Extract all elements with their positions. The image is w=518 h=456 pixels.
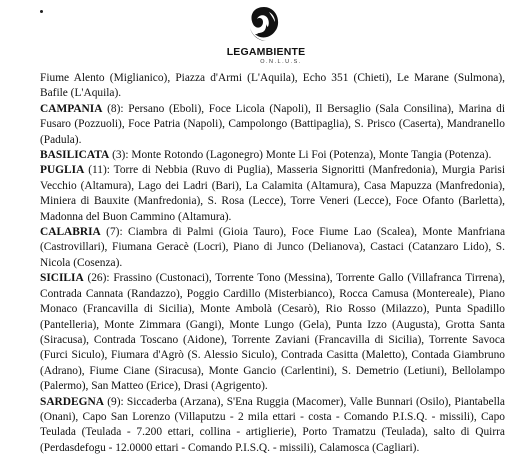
paragraph-calabria (40, 225, 505, 271)
paragraph-sardegna (40, 395, 505, 456)
paragraph-text: Fiume Alento (Miglianico), Piazza d'Armi (L'Aquila), Echo 351 (Chieti), Le Marane (Sulmona), Bafile (L'Aquila). (40, 72, 505, 100)
paragraph-text: (11): Torre di Nebbia (Ruvo di Puglia), Masseria Signoritti (Manfredonia), Murgia Parisi Vecchio (Altamura), Lago dei Ladri (Bari), La Calamita (Altamura), Casa Mapuzza (Manfredonia), Miniera di Bauxite (Manfredonia), S. Rosa (Lecce), Torre Veneri (Lecce), Foce Ofanto (Barletta), Madonna del Buon Cammino (Altamura). (40, 164, 505, 223)
document-body (40, 71, 505, 456)
paragraph-text: (7): Ciambra di Palmi (Gioia Tauro), Foce Fiume Lao (Scalea), Monte Manfriana (Castrovillari), Fiumana Geracè (Locri), Piano di Junco (Delianova), Castaci (Catanzaro Lido), S. Nicola (Cosenza). (40, 226, 505, 269)
logo-subtitle: O.N.L.U.S. (260, 59, 302, 65)
paragraph-text: (8): Persano (Eboli), Foce Licola (Napoli), Il Bersaglio (Sala Consilina), Marina di Fusaro (Pozzuoli), Foce Patria (Napoli), Campolongo (Battipaglia), S. Prisco (Caserta), Mandranello (Padula). (40, 102, 505, 146)
legambiente-logo-icon (244, 4, 284, 44)
region-name: CAMPANIA (40, 102, 103, 115)
region-name: PUGLIA (40, 164, 85, 177)
paragraph-text: (3): Monte Rotondo (Lagonegro) Monte Li Foi (Potenza), Monte Tangia (Potenza). (109, 149, 492, 162)
paragraph-text: (26): Frassino (Custonaci), Torrente Tono (Messina), Torrente Gallo (Villafranca Tirrena), Contrada Cannata (Randazzo), Poggio Cardillo (Misterbianco), Rocca Camusa (Montereale), Piano Monaco (Francavilla di Sicilia), Monte Ambolà (Cesarò), Rio Rosso (Milazzo), Punta Spadillo (Pantelleria), Monte Zimmara (Gangi), Monte Lungo (Gela), Punta Izzo (Augusta), Grotta Santa (Siracusa), Contrada Toscano (Aidone), Torrente Zaviani (Francavilla di Sicilia), Torrente Savoca (Furci Siculo), Fiumara d'Agrò (S. Alessio Siculo), Contrada Casitta (Maletto), Contada Giambruno (Adrano), Fiume Ciane (Siracusa), Monte Gancio (Carlentini), S. Demetrio (Letiuni), Bellolampo (Palermo), San Matteo (Erice), Drasi (Agrigento). (40, 272, 505, 393)
paragraph-campania (40, 102, 505, 148)
header (0, 2, 518, 72)
region-name: SARDEGNA (40, 395, 104, 408)
paragraph-abruzzo-continued (40, 71, 505, 102)
region-name: SICILIA (40, 272, 84, 285)
paragraph-text: (9): Siccaderba (Arzana), S'Ena Ruggia (Macomer), Valle Bunnari (Osilo), Piantabella (Onani), Capo San Lorenzo (Villaputzu - 2 mila ettari - costa - Comando P.I.S.Q. - missili), Capo Teulada (Teulada - 7.200 ettari, collina - artiglierie), Porto Tramatzu (Teulada), salto di Quirra (Perdasdefogu - 12.0000 ettari - Comando P.I.S.Q. - missili), Calamosca (Cagliari). (40, 395, 505, 454)
paragraph-basilicata (40, 148, 505, 163)
region-name: BASILICATA (40, 149, 110, 162)
logo-name: LEGAMBIENTE (226, 46, 306, 58)
region-name: CALABRIA (40, 226, 101, 239)
paragraph-puglia (40, 163, 505, 225)
paragraph-sicilia (40, 271, 505, 394)
